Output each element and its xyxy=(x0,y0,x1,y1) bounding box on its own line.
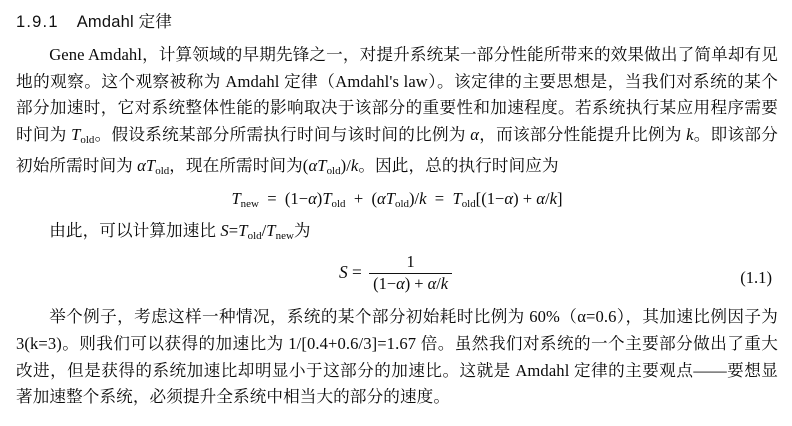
eq-main-fraction xyxy=(369,253,452,293)
eq-main-denominator: (1−α) + α/k xyxy=(373,273,449,293)
eq-tnew-lhs: T xyxy=(231,189,241,209)
inline-math-alpha-told: $\alpha T_{old}$ xyxy=(137,156,170,178)
paragraph-3: 举个例子，考虑这样一种情况，系统的某个部分初始耗时比例为 60%（α=0.6），其加速比例因子为 3(k=3)。则我们可以获得的加速比为 1/[0.4+0.6/3]=1.67 倍。虽然我们对系统的一个主要部分做出了重大改进，但是获得的系统加速比却明显小于这部分的加速比。这就是 Amdahl 定律的主要观点——要想显著加速整个系统，必须提升全系统中相当大的部分的速度。 xyxy=(16,307,778,407)
equation-tnew: $T_{new} = (1-\alpha)T_{old} + (\alpha T_{old})/k = T_{old}[(1-\alpha) + \alpha/k]$ xyxy=(231,189,563,211)
inline-math-speedup-def: $S=T_{old}/T_{new}$ xyxy=(220,220,294,242)
paragraph-1-text-d: 。即该部分初始所需时间为 xyxy=(16,124,778,176)
paragraph-1-text-b: 。假设系统某部分所需执行时间与该时间的比例为 xyxy=(94,124,471,144)
inline-math-alpha-1: α xyxy=(470,124,480,144)
eq-main-lhs: S xyxy=(338,262,348,283)
paragraph-1-text-a: Gene Amdahl，计算领域的早期先锋之一，对提升系统某一部分性能所带来的效果做出了简单却有见地的观察。这个观察被称为 Amdahl 定律（Amdahl's law）。该定律的主要思想是，当我们对系统的某个部分加速时，它对系统整体性能的影响取决于该部分的重要性和加速程度。若系统执行某应用程序需要时间为 xyxy=(16,45,778,144)
section-number: 1.9.1 xyxy=(16,13,59,31)
paragraph-1 xyxy=(16,42,778,185)
equation-main xyxy=(16,254,778,294)
paragraph-1-text-c: ，而该部分性能提升比例为 xyxy=(479,124,687,144)
document-body xyxy=(0,42,792,411)
section-title: Amdahl 定律 xyxy=(76,13,173,31)
paragraph-2-text-lead: 由此，可以计算加速比 xyxy=(49,220,221,240)
paragraph-2 xyxy=(16,218,778,250)
eq-main-numerator: 1 xyxy=(369,253,452,273)
eq-main-equals: = xyxy=(352,262,362,283)
paragraph-2-text-mid: 为 xyxy=(293,220,311,240)
equation-main-row xyxy=(16,252,778,304)
inline-math-told-1: $T_{old}$ xyxy=(71,124,95,146)
section-heading xyxy=(0,8,792,32)
paragraph-1-text-e: ，现在所需时间为 xyxy=(169,156,303,176)
inline-math-k-1: k xyxy=(686,124,694,144)
document-page xyxy=(0,8,792,426)
equation-number: (1.1) xyxy=(740,268,772,288)
paragraph-1-text-f: 。因此，总的执行时间应为 xyxy=(358,156,559,176)
inline-math-alpha-told-over-k: $(\alpha T_{old})/k$ xyxy=(302,156,359,178)
